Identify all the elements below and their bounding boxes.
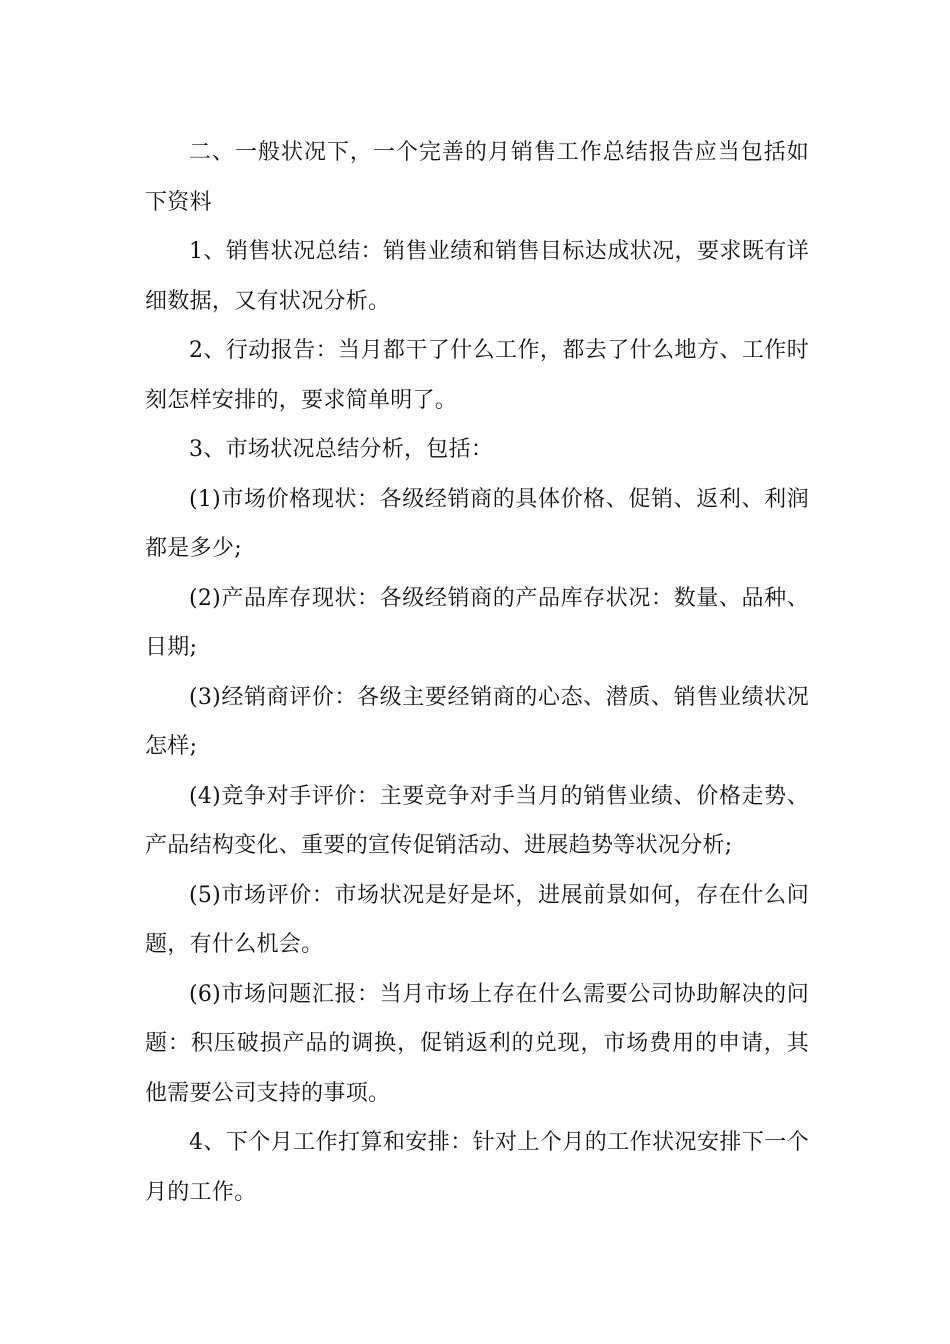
next-month-plan-paragraph: 4、下个月工作打算和安排：针对上个月的工作状况安排下一个月的工作。 <box>145 1130 809 1205</box>
inventory-paragraph: (2)产品库存现状：各级经销商的产品库存状况：数量、品种、日期; <box>145 585 809 660</box>
market-evaluation-paragraph: (5)市场评价：市场状况是好是坏，进展前景如何，存在什么问题，有什么机会。 <box>145 882 809 957</box>
sales-summary-paragraph: 1、销售状况总结：销售业绩和销售目标达成状况，要求既有详细数据，又有状况分析。 <box>145 239 809 314</box>
dealer-evaluation-paragraph: (3)经销商评价：各级主要经销商的心态、潜质、销售业绩状况怎样; <box>145 684 809 759</box>
competitor-evaluation-paragraph: (4)竞争对手评价：主要竞争对手当月的销售业绩、价格走势、产品结构变化、重要的宣传促销活动、进展趋势等状况分析; <box>145 783 809 858</box>
market-issues-paragraph: (6)市场问题汇报：当月市场上存在什么需要公司协助解决的问题：积压破损产品的调换，促销返利的兑现，市场费用的申请，其他需要公司支持的事项。 <box>145 981 809 1106</box>
document-body <box>145 128 809 1217</box>
market-price-paragraph: (1)市场价格现状：各级经销商的具体价格、促销、返利、利润都是多少; <box>145 486 809 561</box>
action-report-paragraph: 2、行动报告：当月都干了什么工作，都去了什么地方、工作时刻怎样安排的，要求简单明了。 <box>145 338 809 413</box>
section-heading-paragraph: 二、一般状况下，一个完善的月销售工作总结报告应当包括如下资料 <box>145 140 809 215</box>
market-analysis-paragraph: 3、市场状况总结分析，包括： <box>189 437 494 462</box>
